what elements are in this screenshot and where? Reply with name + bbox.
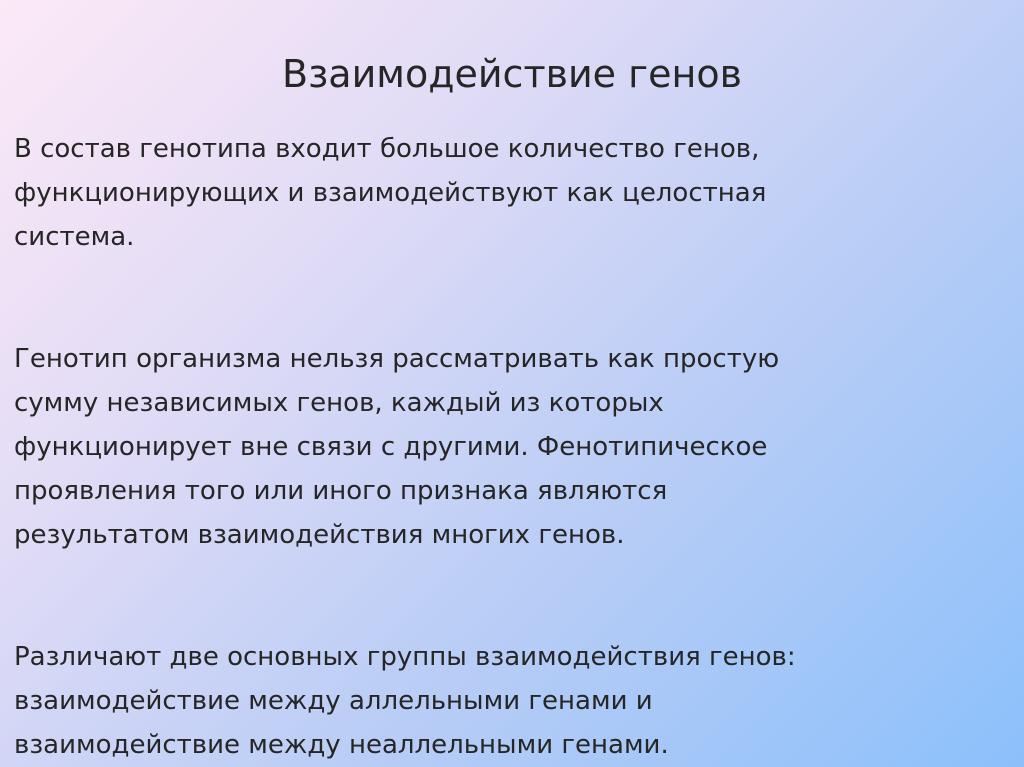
text-line: проявления того или иного признака являются (14, 476, 668, 506)
text-line: взаимодействие между неаллельными генами. (14, 730, 669, 760)
slide-title: Взаимодействие генов (282, 52, 742, 96)
text-line: взаимодействие между аллельными генами и (14, 686, 653, 716)
text-line: В состав генотипа входит большое количество генов, (14, 134, 760, 164)
text-line: результатом взаимодействия многих генов. (14, 520, 625, 550)
text-line: функционирующих и взаимодействуют как целостная (14, 178, 767, 208)
text-line: система. (14, 222, 135, 252)
text-line: Генотип организма нельзя рассматривать как простую (14, 344, 780, 374)
paragraph-genotype-not-sum (14, 337, 1014, 557)
text-line: Различают две основных группы взаимодействия генов: (14, 642, 796, 672)
text-line: сумму независимых генов, каждый из которых (14, 388, 664, 418)
text-line: функционирует вне связи с другими. Фенотипическое (14, 432, 768, 462)
paragraph-interaction-groups (14, 635, 1014, 767)
paragraph-genotype-composition (14, 127, 1014, 259)
